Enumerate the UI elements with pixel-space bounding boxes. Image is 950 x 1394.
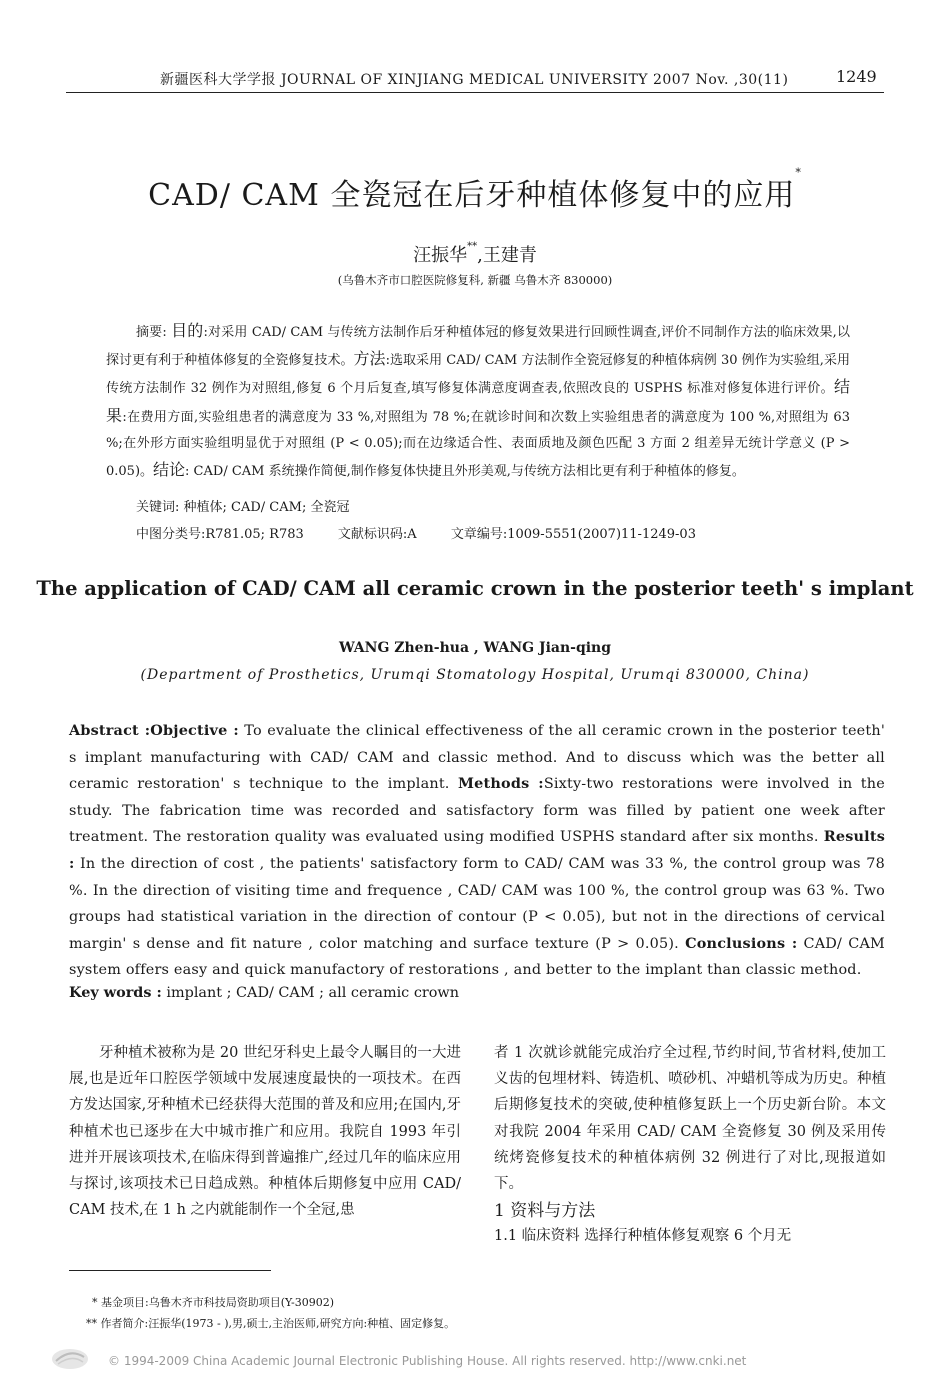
authors-chinese <box>0 241 950 267</box>
clc-number: 中图分类号:R781.05; R783 <box>136 527 304 542</box>
title-chinese <box>0 166 950 214</box>
document-code: 文献标识码:A <box>337 527 417 542</box>
article-number: 文章编号:1009-5551(2007)11-1249-03 <box>450 527 696 542</box>
copyright-footer: © 1994-2009 China Academic Journal Electronic Publishing House. All rights reserved. http://www.cnki.net <box>108 1354 747 1368</box>
footnote-fund: * 基金项目:乌鲁木齐市科技局资助项目(Y-30902) <box>92 1296 335 1309</box>
conclusions-text-cn: : CAD/ CAM 系统操作简便,制作修复体快捷且外形美观,与传统方法相比更有利于种植体的修复。 <box>185 464 745 480</box>
running-header: 新疆医科大学学报 JOURNAL OF XINJIANG MEDICAL UNIVERSITY 2007 Nov. ,30(11) <box>160 72 789 88</box>
abstract-label-cn: 摘要: <box>136 325 167 340</box>
footnote-rule <box>69 1270 271 1271</box>
affiliation-chinese: (乌鲁木齐市口腔医院修复科, 新疆 乌鲁木齐 830000) <box>337 273 613 287</box>
results-label-en: Results : <box>69 828 885 872</box>
conclusions-text-en: CAD/ CAM system offers easy and quick manufactory of restorations , and better to the implant than classic method. <box>69 935 885 979</box>
abstract-chinese <box>106 318 850 485</box>
title-chinese-text: CAD/ CAM 全瓷冠在后牙种植体修复中的应用 <box>148 178 796 213</box>
methods-label-en: Methods : <box>458 775 544 793</box>
conclusions-label-en: Conclusions : <box>685 934 798 952</box>
abstract-english <box>69 718 885 984</box>
keywords-text-en: implant ; CAD/ CAM ; all ceramic crown <box>161 985 460 1001</box>
keywords-english <box>69 984 459 1001</box>
objective-label-cn: 目的 <box>171 321 204 340</box>
subsection-heading: 1.1 临床资料 选择行种植体修复观察 6 个月无 <box>494 1228 792 1244</box>
keywords-chinese: 关键词: 种植体; CAD/ CAM; 全瓷冠 <box>136 500 350 515</box>
author-1-cn: 汪振华 <box>413 245 468 266</box>
keywords-label-en: Key words : <box>69 984 162 1001</box>
methods-text-cn: :选取采用 CAD/ CAM 方法制作全瓷冠修复的种植体病例 30 例作为实验组,采用传统方法制作 32 例作为对照组,修复 6 个月后复查,填写修复体满意度调查表,依照改良的 USPHS 标准对修复体进行评价。 <box>106 353 850 397</box>
methods-label-cn: 方法 <box>353 349 386 369</box>
title-footnote-mark: * <box>795 166 802 179</box>
title-english: The application of CAD/ CAM all ceramic crown in the posterior teeth' s implant <box>36 577 914 600</box>
body-left-column: 牙种植术被称为是 20 世纪牙科史上最令人瞩目的一大进展,也是近年口腔医学领域中发展速度最快的一项技术。在西方发达国家,牙种植术已经获得大范围的普及和应用;在国内,牙种植术也已逐步在大中城市推广和应用。我院自 1993 年引进并开展该项技术,在临床得到普遍推广,经过几年的临床应用与探讨,该项技术已日趋成熟。种植体后期修复中应用 CAD/ CAM 技术,在 1 h 之内就能制作一个全冠,患 <box>69 1045 461 1219</box>
classification-line <box>136 523 726 542</box>
cnki-logo-icon <box>50 1346 90 1372</box>
footnote-author: ** 作者简介:汪振华(1973 - ),男,硕士,主治医师,研究方向:种植、固定修复。 <box>86 1317 456 1330</box>
body-right-column: 者 1 次就诊就能完成治疗全过程,节约时间,节省材料,使加工义齿的包埋材料、铸造机、喷砂机、冲蜡机等成为历史。种植后期修复技术的突破,使种植修复跃上一个历史新台阶。本文对我院 2004 年采用 CAD/ CAM 全瓷修复 30 例及采用传统烤瓷修复技术的种植体病例 32 例进行了对比,现报道如下。 <box>494 1045 886 1193</box>
objective-text-cn: :对采用 CAD/ CAM 与传统方法制作后牙种植体冠的修复效果进行回顾性调查,评价不同制作方法的临床效果,以探讨更有利于种植体修复的全瓷修复技术。 <box>106 325 850 369</box>
results-text-cn: :在费用方面,实验组患者的满意度为 33 %,对照组为 78 %;在就诊时间和次数上实验组患者的满意度为 100 %,对照组为 63 %;在外形方面实验组明显优于对照组 (P < 0.05);而在边缘适合性、表面质地及颜色匹配 3 方面 2 组差异无统计学意义 (P > 0.05)。 <box>106 409 850 480</box>
methods-text-en: Sixty-two restorations were involved in the study. The fabrication time was recorded and satisfactory form was filled by patient one week after treatment. The restoration quality was evaluated using modified USPHS standard after six months. <box>69 776 885 846</box>
affiliation-english: (Department of Prosthetics, Urumqi Stomatology Hospital, Urumqi 830000, China) <box>140 667 810 683</box>
authors-english: WANG Zhen-hua , WANG Jian-qing <box>338 640 612 656</box>
results-label-cn: 结果 <box>106 377 850 425</box>
author-2-cn: ,王建青 <box>477 245 537 266</box>
conclusions-label-cn: 结论 <box>153 460 186 480</box>
page-number: 1249 <box>836 67 877 86</box>
author-footnote-mark: ** <box>467 241 478 252</box>
header-rule <box>66 92 884 93</box>
objective-text-en: To evaluate the clinical effectiveness of the all ceramic crown in the posterior teeth' s implant manufacturing with CAD/ CAM and classic method. And to discuss which was the better all ceramic restoration' s technique to the implant. <box>69 723 885 793</box>
section-heading: 1 资料与方法 <box>494 1201 596 1221</box>
abstract-label-en: Abstract :Objective : <box>69 722 239 739</box>
results-text-en: In the direction of cost , the patients' satisfactory form to CAD/ CAM was 33 %, the control group was 78 %. In the direction of visiting time and frequence , CAD/ CAM was 100 %, the control group was 63 %. Two groups had statistical variation in the direction of contour (P < 0.05), but not in the directions of cervical margin' s dense and fit nature , color matching and surface texture (P > 0.05). <box>69 855 885 952</box>
